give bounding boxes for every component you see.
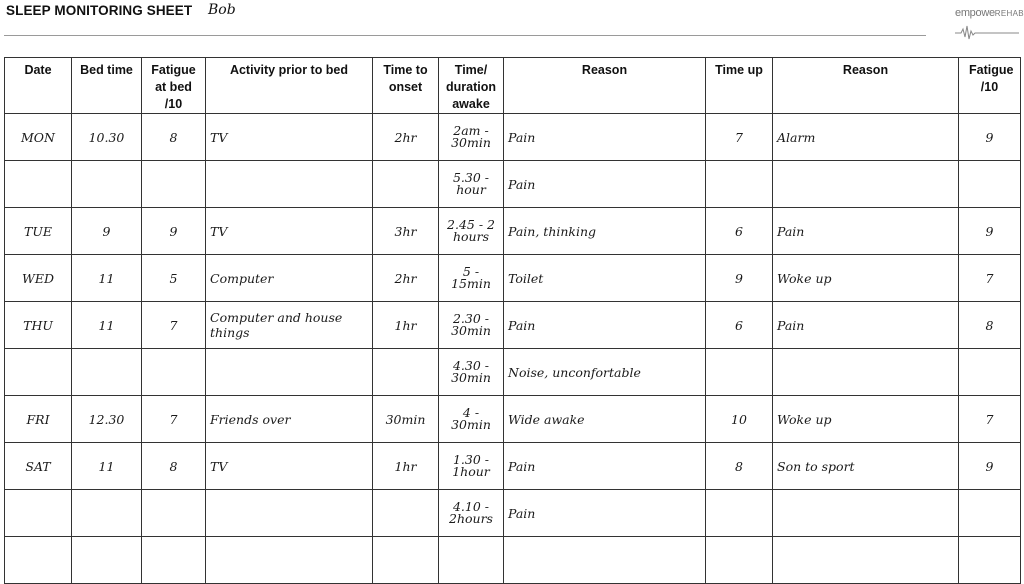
date-cell [5,537,72,584]
bed-time-cell [72,490,142,537]
reason-awake-cell: Pain [504,302,706,349]
activity-cell [206,537,373,584]
date-cell: THU [5,302,72,349]
time-to-onset-cell [373,161,439,208]
activity-cell [206,161,373,208]
empowerehab-logo [955,7,1024,43]
fatigue-cell: 9 [959,114,1021,161]
activity-cell: TV [206,443,373,490]
activity-cell [206,349,373,396]
table-row [5,490,1021,537]
reason-awake-cell: Pain [504,443,706,490]
reason-up-cell: Pain [773,302,959,349]
fatigue-at-bed-cell: 7 [142,396,206,443]
fatigue-at-bed-cell: 8 [142,443,206,490]
col-header-bed-time: Bed time [72,58,142,114]
date-cell [5,490,72,537]
awake-cell: 5.30 - hour [439,161,504,208]
reason-awake-cell: Pain [504,161,706,208]
table-row [5,537,1021,584]
fatigue-at-bed-cell [142,161,206,208]
col-header-time-to-onset: Time to onset [373,58,439,114]
sleep-log-table [4,57,1021,584]
bed-time-cell [72,349,142,396]
fatigue-at-bed-cell: 8 [142,114,206,161]
reason-up-cell: Pain [773,208,959,255]
fatigue-cell: 7 [959,255,1021,302]
awake-cell: 1.30 - 1hour [439,443,504,490]
col-header-reason-up: Reason [773,58,959,114]
reason-awake-cell: Pain, thinking [504,208,706,255]
time-up-cell [706,537,773,584]
bed-time-cell [72,161,142,208]
fatigue-cell: 7 [959,396,1021,443]
fatigue-cell [959,161,1021,208]
bed-time-cell [72,537,142,584]
table-header-row [5,58,1021,114]
date-cell [5,349,72,396]
fatigue-cell [959,349,1021,396]
awake-cell: 4.10 - 2hours [439,490,504,537]
header-divider [4,35,926,36]
activity-cell: TV [206,208,373,255]
fatigue-cell [959,490,1021,537]
time-up-cell: 10 [706,396,773,443]
fatigue-cell: 8 [959,302,1021,349]
reason-up-cell: Alarm [773,114,959,161]
table-row [5,302,1021,349]
table-row [5,208,1021,255]
col-header-reason-awake: Reason [504,58,706,114]
bed-time-cell: 9 [72,208,142,255]
reason-awake-cell [504,537,706,584]
fatigue-at-bed-cell [142,349,206,396]
time-up-cell [706,490,773,537]
time-to-onset-cell: 3hr [373,208,439,255]
table-row [5,161,1021,208]
logo-text-suffix: REHAB [994,9,1024,18]
time-up-cell: 6 [706,302,773,349]
table-row [5,396,1021,443]
time-to-onset-cell: 1hr [373,443,439,490]
reason-awake-cell: Noise, unconfortable [504,349,706,396]
awake-cell: 5 - 15min [439,255,504,302]
time-to-onset-cell: 2hr [373,255,439,302]
time-up-cell: 8 [706,443,773,490]
reason-awake-cell: Pain [504,114,706,161]
bed-time-cell: 12.30 [72,396,142,443]
awake-cell: 4.30 - 30min [439,349,504,396]
table-row [5,255,1021,302]
reason-awake-cell: Toilet [504,255,706,302]
fatigue-at-bed-cell: 5 [142,255,206,302]
date-cell: FRI [5,396,72,443]
activity-cell: Friends over [206,396,373,443]
awake-cell: 4 - 30min [439,396,504,443]
reason-awake-cell: Pain [504,490,706,537]
awake-cell [439,537,504,584]
logo-text: empowe [955,7,995,19]
date-cell: WED [5,255,72,302]
table-row [5,443,1021,490]
col-header-activity: Activity prior to bed [206,58,373,114]
bed-time-cell: 11 [72,255,142,302]
time-to-onset-cell [373,490,439,537]
heartbeat-icon [955,23,1019,41]
fatigue-cell: 9 [959,208,1021,255]
time-up-cell [706,349,773,396]
time-up-cell: 6 [706,208,773,255]
time-up-cell: 7 [706,114,773,161]
date-cell [5,161,72,208]
col-header-awake: Time/ duration awake [439,58,504,114]
time-up-cell: 9 [706,255,773,302]
time-up-cell [706,161,773,208]
patient-name: Bob [208,2,236,18]
fatigue-at-bed-cell: 7 [142,302,206,349]
date-cell: SAT [5,443,72,490]
activity-cell: TV [206,114,373,161]
reason-awake-cell: Wide awake [504,396,706,443]
fatigue-at-bed-cell [142,537,206,584]
activity-cell: Computer [206,255,373,302]
fatigue-cell [959,537,1021,584]
sheet-title: SLEEP MONITORING SHEET [6,3,193,18]
table-row [5,349,1021,396]
bed-time-cell: 10.30 [72,114,142,161]
awake-cell: 2am - 30min [439,114,504,161]
reason-up-cell [773,537,959,584]
reason-up-cell [773,161,959,208]
time-to-onset-cell: 2hr [373,114,439,161]
reason-up-cell: Woke up [773,396,959,443]
col-header-date: Date [5,58,72,114]
col-header-fatigue-at-bed: Fatigue at bed /10 [142,58,206,114]
time-to-onset-cell [373,537,439,584]
table-row [5,114,1021,161]
col-header-fatigue: Fatigue /10 [959,58,1021,114]
fatigue-cell: 9 [959,443,1021,490]
date-cell: TUE [5,208,72,255]
activity-cell [206,490,373,537]
time-to-onset-cell: 1hr [373,302,439,349]
fatigue-at-bed-cell [142,490,206,537]
reason-up-cell: Son to sport [773,443,959,490]
reason-up-cell: Woke up [773,255,959,302]
bed-time-cell: 11 [72,302,142,349]
date-cell: MON [5,114,72,161]
fatigue-at-bed-cell: 9 [142,208,206,255]
col-header-time-up: Time up [706,58,773,114]
reason-up-cell [773,490,959,537]
time-to-onset-cell: 30min [373,396,439,443]
reason-up-cell [773,349,959,396]
time-to-onset-cell [373,349,439,396]
awake-cell: 2.45 - 2 hours [439,208,504,255]
bed-time-cell: 11 [72,443,142,490]
activity-cell: Computer and house things [206,302,373,349]
awake-cell: 2.30 - 30min [439,302,504,349]
